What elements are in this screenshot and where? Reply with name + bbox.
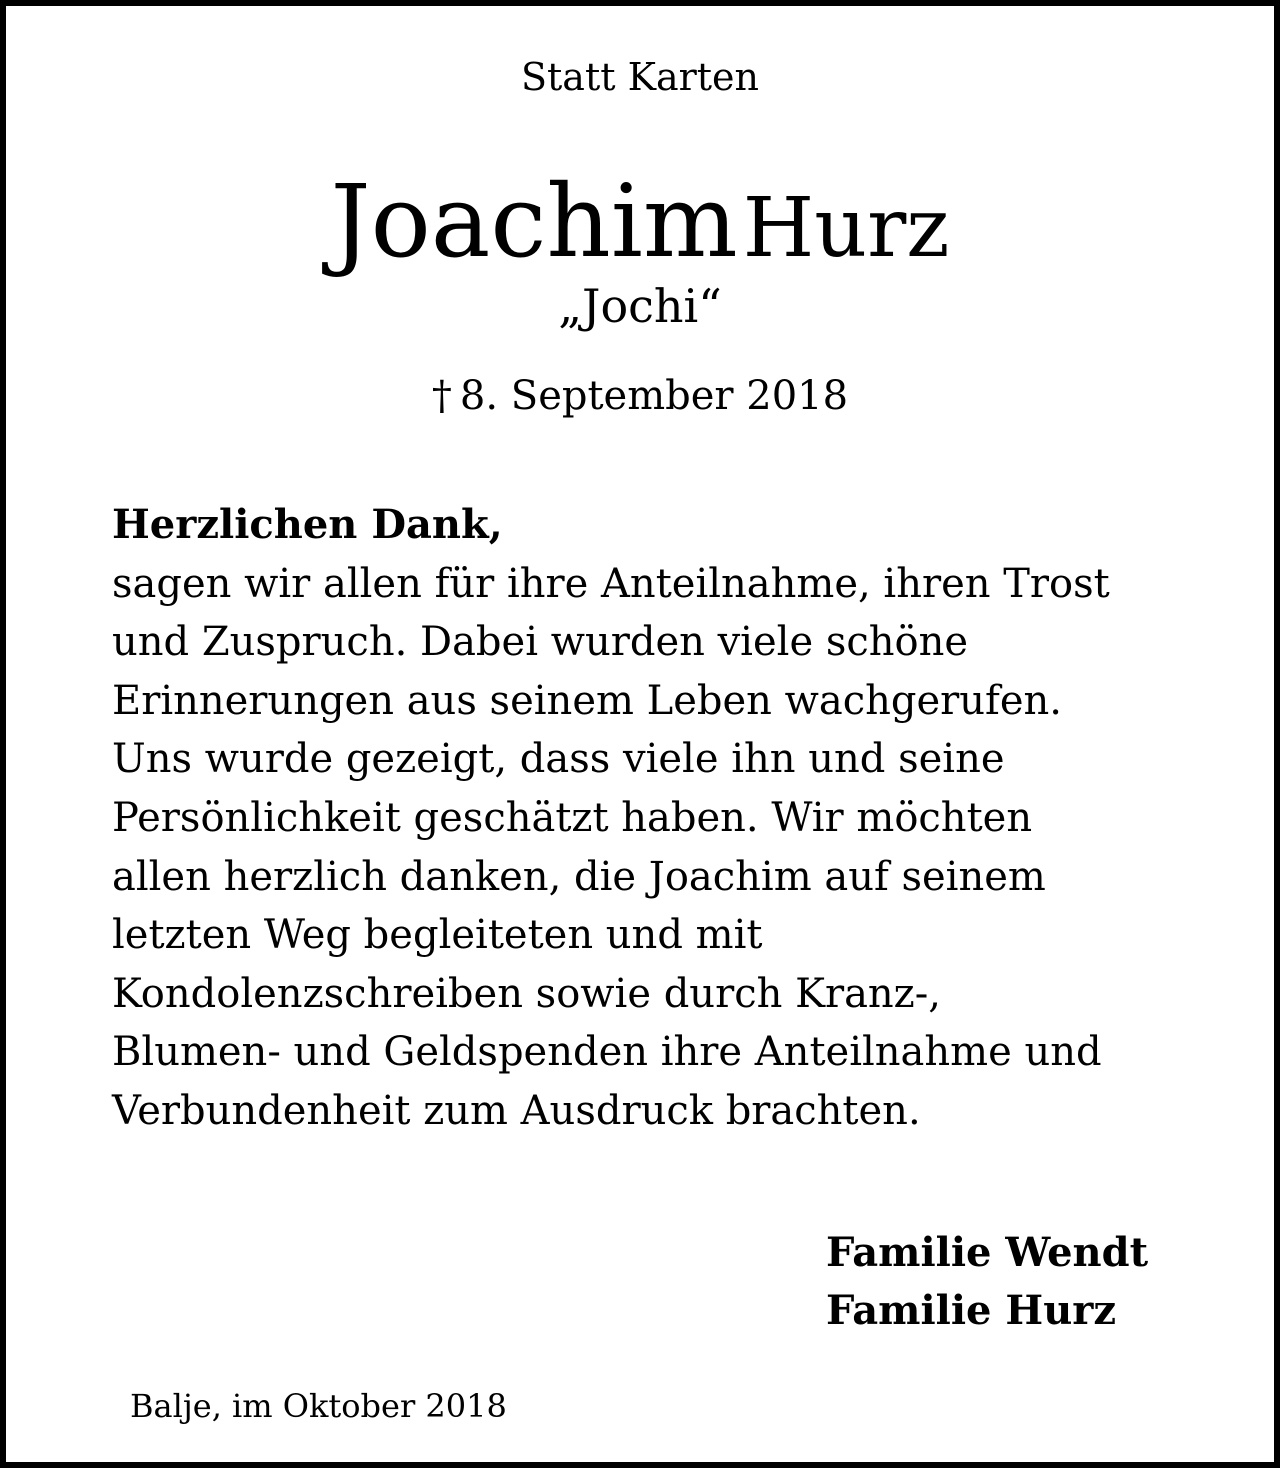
last-name: Hurz xyxy=(742,181,950,276)
message-line: letzten Weg begleiteten und mit xyxy=(112,912,763,959)
message-line: und Zuspruch. Dabei wurden viele schöne xyxy=(112,619,969,666)
nickname: „Jochi“ xyxy=(558,279,722,333)
death-date-line xyxy=(0,366,1280,426)
message-line: Blumen- und Geldspenden ihre Anteilnahme und xyxy=(112,1029,1102,1076)
message-line: allen herzlich danken, die Joachim auf seinem xyxy=(112,853,1046,900)
thank-you-message xyxy=(112,496,1232,1141)
message-line: Kondolenzschreiben sowie durch Kranz-, xyxy=(112,970,941,1017)
signatures xyxy=(826,1224,1148,1340)
message-line: Verbundenheit zum Ausdruck brachten. xyxy=(112,1087,921,1134)
place-date: Balje, im Oktober 2018 xyxy=(130,1387,507,1425)
message-line: Erinnerungen aus seinem Leben wachgerufen. xyxy=(112,677,1062,724)
signature-family-hurz: Familie Hurz xyxy=(826,1287,1117,1334)
death-date: 8. September 2018 xyxy=(459,373,849,419)
notice-header: Statt Karten xyxy=(520,55,760,99)
cross-icon: † xyxy=(431,373,452,419)
greeting: Herzlichen Dank, xyxy=(112,501,503,548)
signature-family-wendt: Familie Wendt xyxy=(826,1229,1149,1276)
message-line: sagen wir allen für ihre Anteilnahme, ihren Trost xyxy=(112,560,1110,607)
message-line: Persönlichkeit geschätzt haben. Wir möchten xyxy=(112,794,1033,841)
first-name: Joachim xyxy=(330,163,738,280)
message-line: Uns wurde gezeigt, dass viele ihn und seine xyxy=(112,736,1005,783)
